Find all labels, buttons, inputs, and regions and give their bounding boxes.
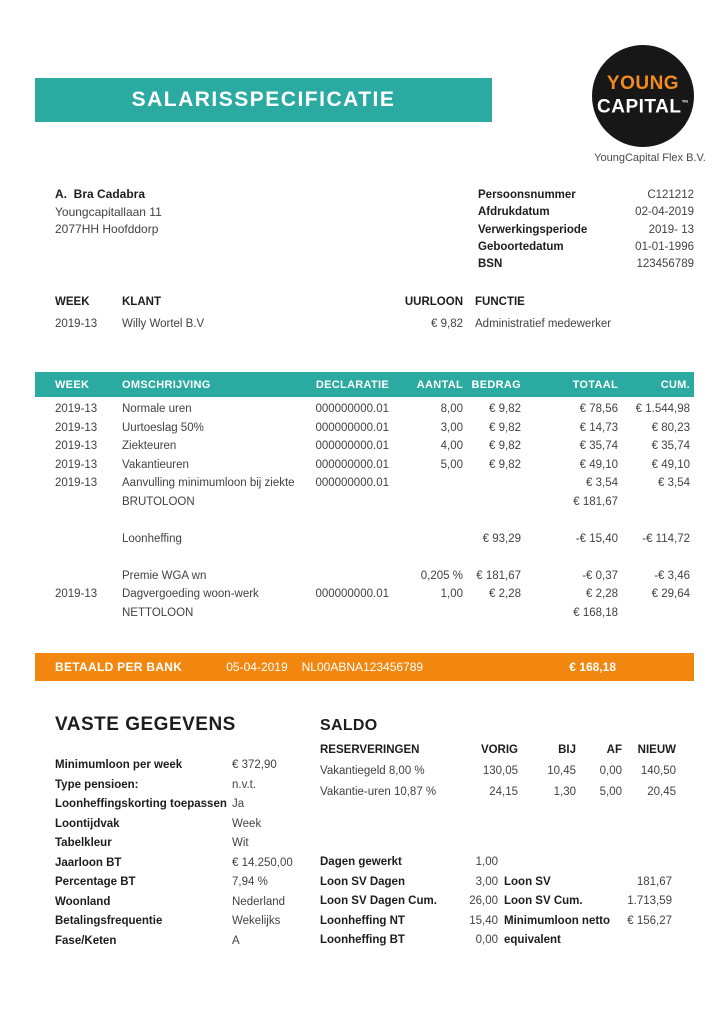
reserveringen-header: AF bbox=[606, 744, 622, 756]
earnings-cell-aantal: 5,00 bbox=[440, 458, 463, 471]
counter-label2: Loon SV bbox=[504, 875, 551, 888]
earnings-cell-week: 2019-13 bbox=[55, 440, 98, 452]
vaste-gegevens-row bbox=[55, 873, 305, 893]
counter-value2: 1.713,59 bbox=[627, 895, 672, 907]
counter-row bbox=[320, 853, 672, 873]
vaste-gegevens-value: € 372,90 bbox=[232, 759, 277, 771]
assignment-grid bbox=[55, 294, 694, 332]
vaste-gegevens-value: A bbox=[232, 934, 240, 947]
assignment-block bbox=[55, 294, 694, 332]
reserveringen-label: Vakantie-uren 10,87 % bbox=[320, 786, 437, 798]
assignment-klant: Willy Wortel B.V bbox=[122, 318, 205, 330]
earnings-cell-cum: € 80,23 bbox=[651, 421, 690, 434]
earnings-cell-declaratie: 000000000.01 bbox=[315, 403, 389, 415]
earnings-cell-week: 2019-13 bbox=[55, 421, 98, 434]
earnings-cell-bedrag: € 9,82 bbox=[489, 440, 521, 452]
counter-value2 bbox=[616, 931, 672, 951]
meta-label: Verwerkingsperiode bbox=[478, 223, 588, 236]
counter-row bbox=[320, 892, 672, 912]
earnings-cell-bedrag: € 181,67 bbox=[476, 569, 521, 582]
vaste-gegevens-value: Nederland bbox=[232, 895, 286, 908]
earnings-cell-omschrijving: Ziekteuren bbox=[122, 440, 177, 452]
earnings-cell-week: 2019-13 bbox=[55, 403, 98, 415]
assignment-header-functie: FUNCTIE bbox=[475, 296, 525, 308]
counter-label2: equivalent bbox=[504, 934, 561, 946]
employee-name: A. Bra Cadabra bbox=[55, 187, 146, 201]
earnings-row bbox=[35, 606, 694, 625]
vaste-gegevens-value: Week bbox=[232, 817, 262, 830]
earnings-header-bedrag: BEDRAG bbox=[471, 378, 521, 391]
payment-bar bbox=[35, 653, 694, 681]
earnings-header-declaratie: DECLARATIE bbox=[315, 378, 389, 391]
earnings-cell-omschrijving: Dagvergoeding woon-werk bbox=[122, 588, 259, 600]
vaste-gegevens-row bbox=[55, 776, 305, 796]
earnings-cell-cum: € 29,64 bbox=[651, 588, 690, 600]
reserveringen-nieuw: 20,45 bbox=[647, 786, 676, 798]
reserveringen-label: Vakantiegeld 8,00 % bbox=[320, 765, 425, 777]
earnings-cell-bedrag: € 93,29 bbox=[482, 532, 521, 545]
counter-label: Dagen gewerkt bbox=[320, 856, 402, 868]
vaste-gegevens-row bbox=[55, 834, 305, 854]
payment-date: 05-04-2019 bbox=[226, 660, 288, 674]
meta-value: 02-04-2019 bbox=[635, 206, 694, 219]
reserveringen-header: RESERVERINGEN bbox=[320, 744, 420, 756]
earnings-cell-cum: -€ 114,72 bbox=[642, 532, 690, 545]
vaste-gegevens-title: VASTE GEGEVENS bbox=[55, 714, 236, 735]
vaste-gegevens-value: 7,94 % bbox=[232, 876, 268, 888]
employee-city: 2077HH Hoofddorp bbox=[55, 222, 159, 236]
vaste-gegevens-label: Betalingsfrequentie bbox=[55, 915, 163, 927]
assignment-header-week: WEEK bbox=[55, 296, 90, 308]
trademark-symbol: ™ bbox=[681, 100, 689, 108]
vaste-gegevens-label: Fase/Keten bbox=[55, 934, 117, 947]
counter-value: 0,00 bbox=[475, 934, 498, 946]
earnings-cell-week: 2019-13 bbox=[55, 458, 98, 471]
reserveringen-bij: 1,30 bbox=[553, 786, 576, 798]
earnings-cell-declaratie: 000000000.01 bbox=[315, 440, 389, 452]
earnings-row bbox=[35, 458, 694, 477]
vaste-gegevens-section bbox=[55, 714, 305, 951]
meta-label: BSN bbox=[478, 258, 503, 271]
earnings-cell-aantal: 8,00 bbox=[440, 403, 463, 415]
reserveringen-header: BIJ bbox=[558, 744, 576, 756]
vaste-gegevens-row bbox=[55, 912, 305, 932]
earnings-cell-aantal: 3,00 bbox=[440, 421, 463, 434]
reserveringen-af: 5,00 bbox=[599, 786, 622, 798]
counter-label: Loonheffing NT bbox=[320, 914, 405, 927]
counter-label: Loonheffing BT bbox=[320, 934, 405, 946]
reserveringen-bij: 10,45 bbox=[547, 765, 576, 777]
earnings-cell-bedrag: € 9,82 bbox=[489, 421, 521, 434]
assignment-uurloon: € 9,82 bbox=[431, 318, 463, 330]
earnings-cell-totaal: € 49,10 bbox=[579, 458, 618, 471]
page-title: SALARISSPECIFICATIE bbox=[131, 88, 396, 111]
counter-value: 3,00 bbox=[475, 875, 498, 888]
counter-value2: 181,67 bbox=[636, 875, 672, 888]
counter-label2 bbox=[498, 853, 616, 873]
earnings-cell-totaal: € 181,67 bbox=[573, 495, 618, 508]
earnings-header-totaal: TOTAAL bbox=[572, 378, 618, 391]
meta-row bbox=[478, 187, 694, 204]
logo-capital-text bbox=[597, 94, 689, 117]
reserveringen-header: VORIG bbox=[480, 744, 518, 756]
earnings-cell-declaratie: 000000000.01 bbox=[315, 458, 389, 471]
meta-row bbox=[478, 222, 694, 239]
earnings-cell-totaal: -€ 15,40 bbox=[575, 532, 618, 545]
document-meta-block bbox=[478, 187, 694, 273]
counter-row bbox=[320, 931, 672, 951]
meta-row bbox=[478, 256, 694, 273]
earnings-cell-omschrijving: Vakantieuren bbox=[122, 458, 189, 471]
reserveringen-table bbox=[320, 740, 676, 803]
earnings-cell-cum: -€ 3,46 bbox=[654, 569, 690, 582]
earnings-cell-declaratie: 000000000.01 bbox=[315, 421, 389, 434]
reserveringen-af: 0,00 bbox=[599, 765, 622, 777]
meta-label: Persoonsnummer bbox=[478, 189, 576, 201]
earnings-cell-totaal: € 3,54 bbox=[586, 477, 618, 489]
meta-label: Afdrukdatum bbox=[478, 206, 550, 219]
earnings-cell-omschrijving: Premie WGA wn bbox=[122, 569, 207, 582]
counter-value: 15,40 bbox=[469, 914, 498, 927]
earnings-cell-totaal: € 2,28 bbox=[586, 588, 618, 600]
earnings-row bbox=[35, 569, 694, 588]
vaste-gegevens-row bbox=[55, 893, 305, 913]
logo-capital-word: CAPITAL bbox=[597, 96, 682, 118]
vaste-gegevens-label: Woonland bbox=[55, 895, 111, 908]
earnings-cell-bedrag: € 9,82 bbox=[489, 403, 521, 415]
vaste-gegevens-list bbox=[55, 756, 305, 951]
earnings-cell-aantal: 1,00 bbox=[440, 588, 463, 600]
earnings-row bbox=[35, 495, 694, 514]
youngcapital-logo-icon bbox=[592, 45, 694, 147]
earnings-cell-cum: € 49,10 bbox=[651, 458, 690, 471]
vaste-gegevens-row bbox=[55, 815, 305, 835]
earnings-cell-omschrijving: Loonheffing bbox=[122, 532, 182, 545]
earnings-header-aantal: AANTAL bbox=[416, 378, 463, 391]
vaste-gegevens-value: € 14.250,00 bbox=[232, 856, 293, 869]
counter-label: Loon SV Dagen bbox=[320, 875, 405, 888]
assignment-header-klant: KLANT bbox=[122, 296, 161, 308]
earnings-cell-declaratie: 000000000.01 bbox=[315, 588, 389, 600]
vaste-gegevens-label: Percentage BT bbox=[55, 876, 136, 888]
earnings-cell-totaal: € 78,56 bbox=[579, 403, 618, 415]
counter-row bbox=[320, 873, 672, 893]
earnings-row bbox=[35, 532, 694, 551]
meta-row bbox=[478, 239, 694, 256]
earnings-cell-bedrag: € 9,82 bbox=[489, 458, 521, 471]
payment-amount: € 168,18 bbox=[569, 660, 616, 674]
earnings-header-omschrijving: OMSCHRIJVING bbox=[122, 378, 211, 391]
earnings-cell-week: 2019-13 bbox=[55, 588, 98, 600]
counter-label: Loon SV Dagen Cum. bbox=[320, 895, 437, 907]
earnings-cell-omschrijving: BRUTOLOON bbox=[122, 495, 195, 508]
earnings-row bbox=[35, 587, 694, 606]
vaste-gegevens-row bbox=[55, 854, 305, 874]
counter-label2: Minimumloon netto bbox=[504, 914, 611, 927]
earnings-cell-aantal: 0,205 % bbox=[420, 569, 463, 582]
earnings-cell-omschrijving: Aanvulling minimumloon bij ziekte bbox=[122, 477, 295, 489]
saldo-title: SALDO bbox=[320, 717, 378, 734]
earnings-cell-totaal: -€ 0,37 bbox=[582, 569, 618, 582]
reserveringen-header: NIEUW bbox=[637, 744, 676, 756]
assignment-week: 2019-13 bbox=[55, 318, 98, 330]
payment-iban: NL00ABNA123456789 bbox=[301, 660, 424, 674]
earnings-table-body bbox=[35, 402, 694, 624]
earnings-row bbox=[35, 439, 694, 458]
vaste-gegevens-row bbox=[55, 795, 305, 815]
vaste-gegevens-value: Wekelijks bbox=[232, 915, 281, 927]
earnings-cell-omschrijving: Normale uren bbox=[122, 403, 192, 415]
earnings-table bbox=[35, 372, 694, 624]
employee-address-block bbox=[55, 186, 162, 239]
earnings-cell-cum: € 1.544,98 bbox=[635, 403, 690, 415]
counter-value: 26,00 bbox=[469, 895, 498, 907]
earnings-row bbox=[35, 421, 694, 440]
title-banner bbox=[35, 78, 492, 122]
saldo-section bbox=[320, 717, 676, 803]
vaste-gegevens-label: Tabelkleur bbox=[55, 837, 112, 849]
vaste-gegevens-value: n.v.t. bbox=[232, 778, 257, 791]
earnings-header-cum: CUM. bbox=[660, 378, 690, 391]
earnings-row bbox=[35, 402, 694, 421]
earnings-header-week: WEEK bbox=[55, 378, 90, 391]
earnings-cell-totaal: € 35,74 bbox=[579, 440, 618, 452]
reserveringen-vorig: 130,05 bbox=[482, 765, 518, 777]
reserveringen-vorig: 24,15 bbox=[489, 786, 518, 798]
company-name: YoungCapital Flex B.V. bbox=[594, 152, 706, 164]
logo-young-text: YOUNG bbox=[606, 73, 680, 95]
counter-row bbox=[320, 912, 672, 932]
meta-value: C121212 bbox=[647, 189, 694, 201]
earnings-cell-cum: € 35,74 bbox=[651, 440, 690, 452]
earnings-spacer-row bbox=[35, 550, 694, 569]
reserveringen-nieuw: 140,50 bbox=[640, 765, 676, 777]
vaste-gegevens-value: Wit bbox=[232, 837, 249, 849]
earnings-cell-omschrijving: Uurtoeslag 50% bbox=[122, 421, 204, 434]
earnings-cell-totaal: € 14,73 bbox=[579, 421, 618, 434]
assignment-functie: Administratief medewerker bbox=[475, 318, 612, 330]
earnings-cell-omschrijving: NETTOLOON bbox=[122, 606, 194, 619]
vaste-gegevens-label: Loonheffingskorting toepassen bbox=[55, 798, 227, 810]
earnings-cell-totaal: € 168,18 bbox=[573, 606, 618, 619]
earnings-cell-week: 2019-13 bbox=[55, 477, 98, 489]
earnings-cell-declaratie: 000000000.01 bbox=[315, 477, 389, 489]
earnings-table-header bbox=[35, 372, 694, 397]
meta-label: Geboortedatum bbox=[478, 240, 564, 253]
earnings-cell-aantal: 4,00 bbox=[440, 440, 463, 452]
counter-label2: Loon SV Cum. bbox=[504, 895, 583, 907]
counter-value2: € 156,27 bbox=[627, 914, 672, 927]
vaste-gegevens-label: Loontijdvak bbox=[55, 817, 120, 830]
earnings-cell-bedrag: € 2,28 bbox=[489, 588, 521, 600]
meta-row bbox=[478, 204, 694, 221]
earnings-spacer-row bbox=[35, 513, 694, 532]
vaste-gegevens-label: Type pensioen: bbox=[55, 778, 139, 791]
meta-value: 01-01-1996 bbox=[635, 240, 694, 253]
counter-value: 1,00 bbox=[475, 856, 498, 868]
earnings-cell-cum: € 3,54 bbox=[658, 477, 690, 489]
meta-value: 2019- 13 bbox=[648, 223, 694, 236]
vaste-gegevens-label: Minimumloon per week bbox=[55, 759, 183, 771]
vaste-gegevens-label: Jaarloon BT bbox=[55, 856, 122, 869]
counter-value2 bbox=[616, 853, 672, 873]
vaste-gegevens-row bbox=[55, 932, 305, 952]
employee-street: Youngcapitallaan 11 bbox=[55, 204, 162, 219]
vaste-gegevens-value: Ja bbox=[232, 798, 245, 810]
earnings-row bbox=[35, 476, 694, 495]
saldo-counters-table bbox=[320, 853, 672, 951]
payment-label: BETAALD PER BANK bbox=[55, 660, 183, 674]
assignment-header-uurloon: UURLOON bbox=[404, 296, 463, 308]
vaste-gegevens-row bbox=[55, 756, 305, 776]
meta-value: 123456789 bbox=[636, 258, 694, 271]
